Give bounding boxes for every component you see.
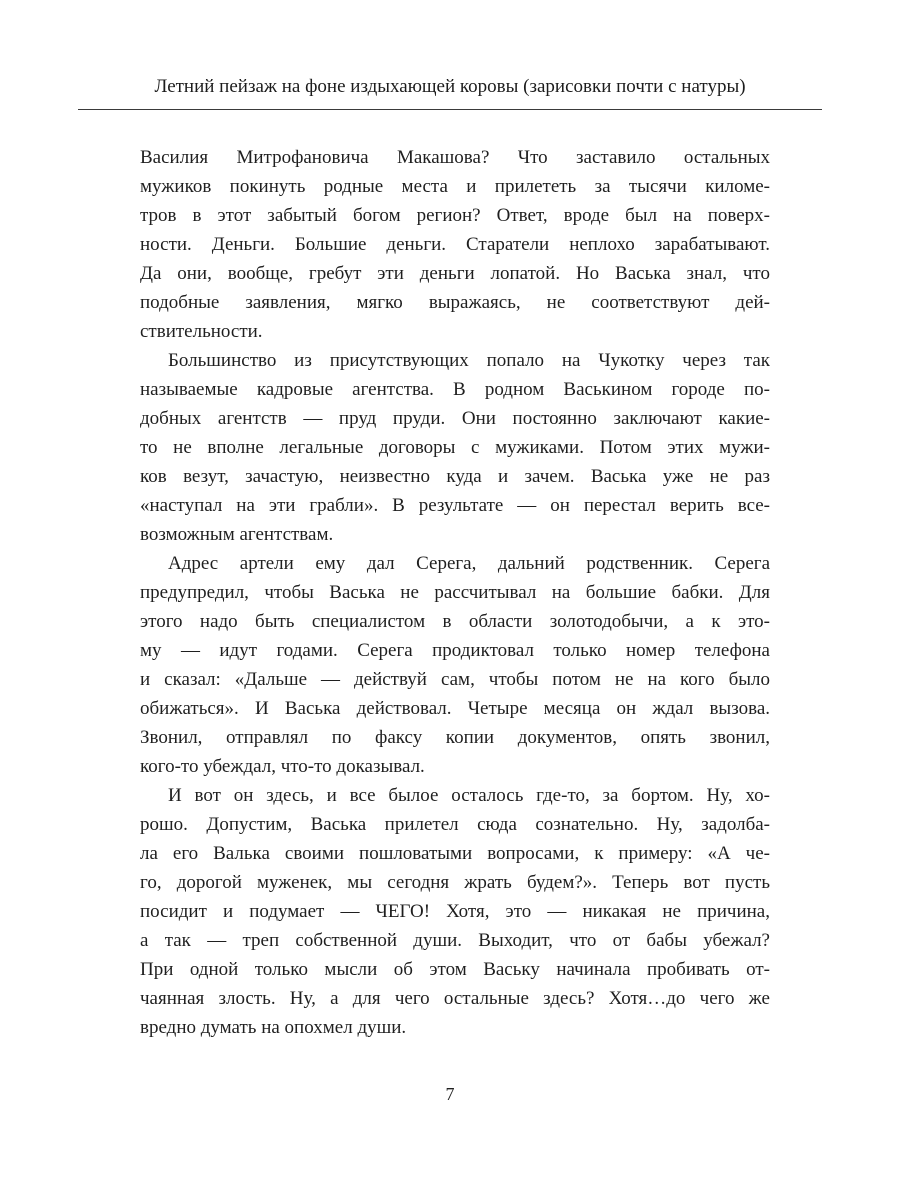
text-line: При одной только мысли об этом Ваську начинала пробивать от-	[140, 959, 770, 980]
text-line: рошо. Допустим, Васька прилетел сюда сознательно. Ну, задолба-	[140, 814, 770, 835]
text-line: ствительности.	[140, 321, 263, 342]
text-line: добных агентств — пруд пруди. Они постоянно заключают какие-	[140, 408, 770, 429]
text-line: кого-то убеждал, что-то доказывал.	[140, 756, 425, 777]
paragraph	[140, 549, 770, 781]
text-line: возможным агентствам.	[140, 524, 334, 545]
running-title: Летний пейзаж на фоне издыхающей коровы (зарисовки почти с натуры)	[154, 76, 746, 97]
text-line: Да они, вообще, гребут эти деньги лопатой. Но Васька знал, что	[140, 263, 770, 284]
text-line: И вот он здесь, и все былое осталось где-то, за бортом. Ну, хо-	[168, 785, 770, 806]
text-line: Адрес артели ему дал Серега, дальний родственник. Серега	[168, 553, 770, 574]
text-line: Василия Митрофановича Макашова? Что заставило остальных	[140, 147, 770, 168]
body-text	[140, 143, 770, 1042]
text-line: мужиков покинуть родные места и прилететь за тысячи киломе-	[140, 176, 770, 197]
paragraph	[140, 781, 770, 1042]
paragraph	[140, 346, 770, 549]
text-line: а так — треп собственной души. Выходит, что от бабы убежал?	[140, 930, 770, 951]
text-line: му — идут годами. Серега продиктовал только номер телефона	[140, 640, 770, 661]
text-line: этого надо быть специалистом в области золотодобычи, а к это-	[140, 611, 770, 632]
text-line: то не вполне легальные договоры с мужиками. Потом этих мужи-	[140, 437, 770, 458]
paragraph	[140, 143, 770, 346]
header-rule	[78, 109, 822, 110]
text-line: подобные заявления, мягко выражаясь, не соответствуют дей-	[140, 292, 770, 313]
text-line: обижаться». И Васька действовал. Четыре месяца он ждал вызова.	[140, 698, 770, 719]
text-line: Звонил, отправлял по факсу копии документов, опять звонил,	[140, 727, 770, 748]
page-header	[78, 74, 822, 110]
text-line: Большинство из присутствующих попало на Чукотку через так	[168, 350, 770, 371]
page-number: 7	[445, 1084, 455, 1104]
text-line: «наступал на эти грабли». В результате — он перестал верить все-	[140, 495, 770, 516]
text-line: ности. Деньги. Большие деньги. Старатели неплохо зарабатывают.	[140, 234, 770, 255]
text-line: ков везут, зачастую, неизвестно куда и зачем. Васька уже не раз	[140, 466, 770, 487]
text-line: вредно думать на опохмел души.	[140, 1017, 407, 1038]
text-line: предупредил, чтобы Васька не рассчитывал на большие бабки. Для	[140, 582, 770, 603]
text-line: ла его Валька своими пошловатыми вопросами, к примеру: «А че-	[140, 843, 770, 864]
text-line: и сказал: «Дальше — действуй сам, чтобы потом не на кого было	[140, 669, 770, 690]
text-line: го, дорогой муженек, мы сегодня жрать будем?». Теперь вот пусть	[140, 872, 770, 893]
text-line: чаянная злость. Ну, а для чего остальные здесь? Хотя…до чего же	[140, 988, 770, 1009]
text-line: тров в этот забытый богом регион? Ответ, вроде был на поверх-	[140, 205, 770, 226]
text-line: посидит и подумает — ЧЕГО! Хотя, это — никакая не причина,	[140, 901, 770, 922]
text-line: называемые кадровые агентства. В родном Васькином городе по-	[140, 379, 770, 400]
